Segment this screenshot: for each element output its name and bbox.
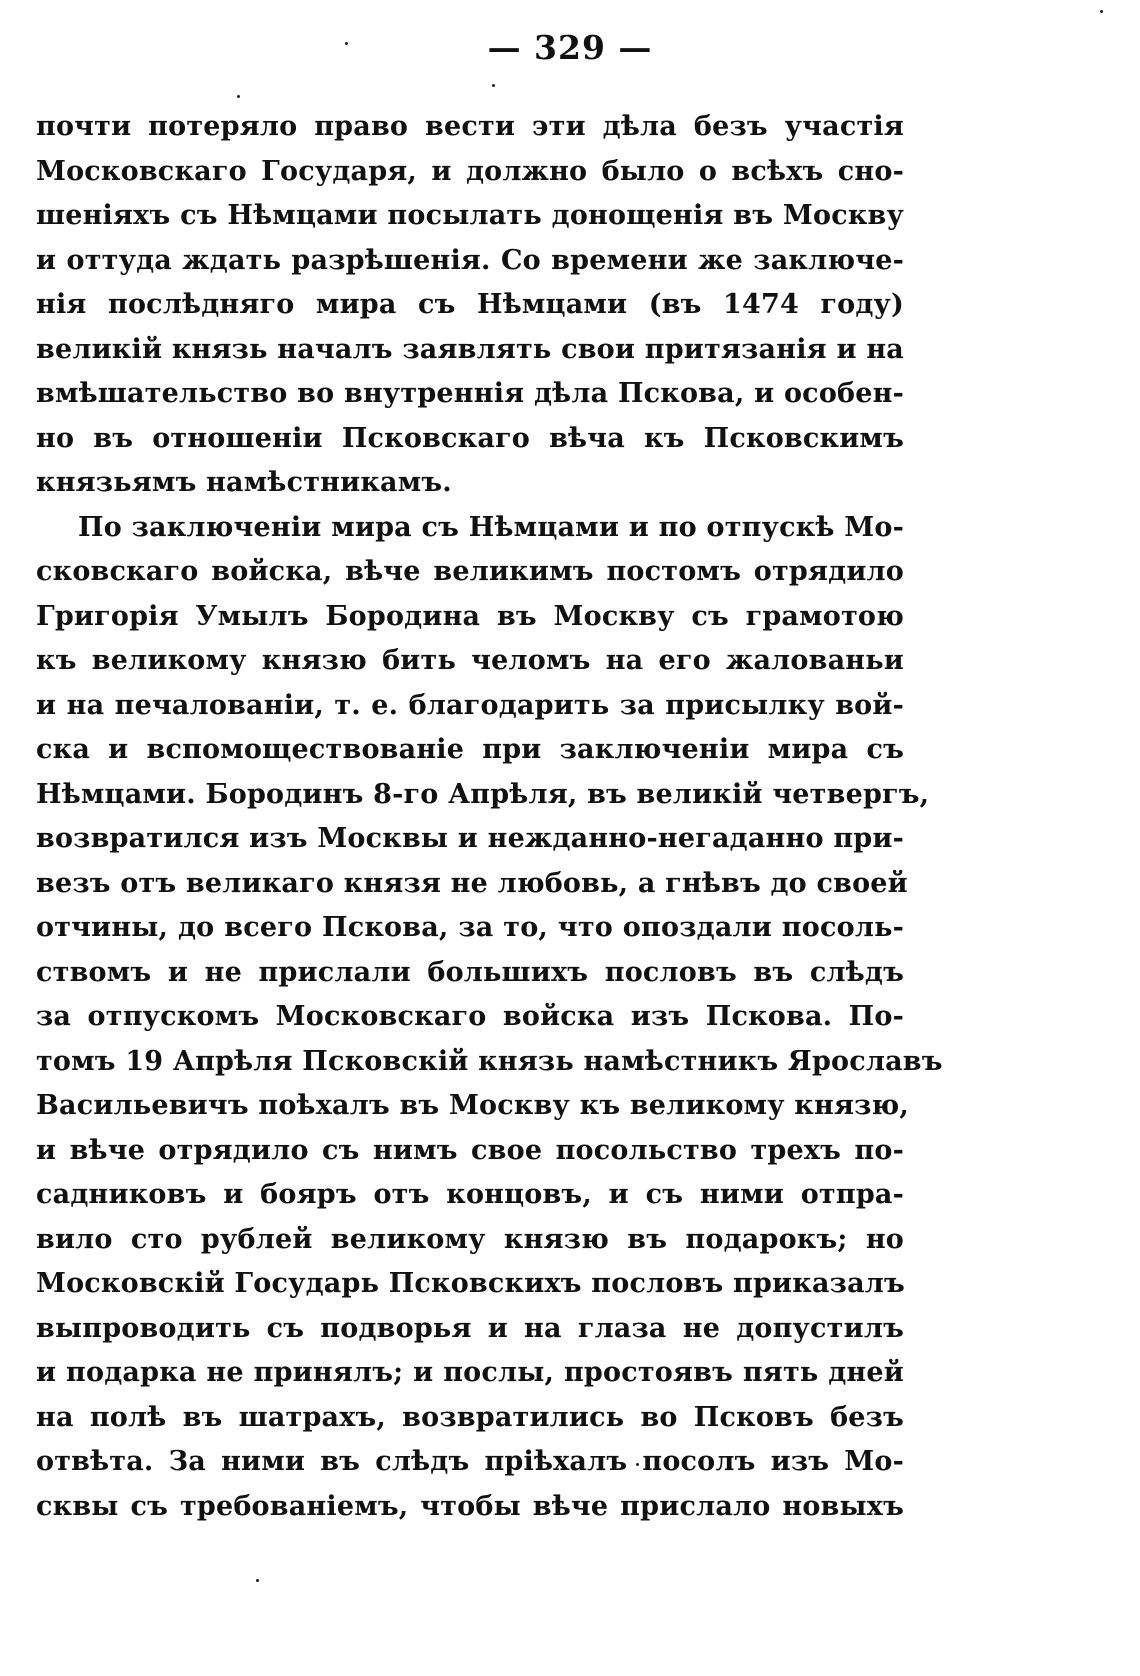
text-line: и вѣче отрядило съ нимъ свое посольство трехъ по-: [36, 1134, 904, 1166]
text-line: Васильевичъ поѣхалъ въ Москву къ великому князю,: [36, 1090, 910, 1121]
text-line: везъ отъ великаго князя не любовь, а гнѣвъ до своей: [36, 867, 908, 899]
text-line: Московскій Государь Псковскихъ пословъ приказалъ: [36, 1268, 905, 1299]
scan-speck: [1100, 10, 1103, 13]
text-line: садниковъ и бояръ отъ концовъ, и съ ними отпра-: [36, 1179, 904, 1210]
scan-speck: [492, 84, 495, 87]
text-line: По заключеніи мира съ Нѣмцами и по отпускѣ Мо-: [78, 511, 904, 543]
text-line: выпроводить съ подворья и на глаза не допустилъ: [36, 1312, 904, 1344]
text-line: почти потеряло право вести эти дѣла безъ участія: [36, 111, 904, 142]
text-line: томъ 19 Апрѣля Псковскій князь намѣстникъ Ярославъ: [36, 1045, 943, 1077]
text-line: и оттуда ждать разрѣшенія. Со времени же заключе-: [36, 244, 904, 276]
text-line: отчины, до всего Пскова, за то, что опоздали посоль-: [36, 912, 904, 943]
text-line: вмѣшательство во внутреннія дѣла Пскова, и особен-: [36, 378, 904, 409]
text-line: ствомъ и не прислали большихъ пословъ въ слѣдъ: [36, 956, 904, 988]
text-line: отвѣта. За ними въ слѣдъ пріѣхалъ посолъ изъ Мо-: [36, 1446, 904, 1477]
paragraph: [36, 506, 943, 1530]
text-line: великій князь началъ заявлять свои притязанія и на: [36, 333, 904, 365]
text-line: Московскаго Государя, и должно было о всѣхъ сно-: [36, 155, 904, 187]
text-line: и на печалованіи, т. е. благодарить за присылку вой-: [36, 689, 904, 721]
scan-speck: [345, 42, 348, 45]
text-line: сковскаго войска, вѣче великимъ постомъ отрядило: [36, 556, 904, 587]
page-number: — 329 —: [487, 28, 653, 67]
text-line: ска и вспомоществованіе при заключеніи мира съ: [36, 734, 904, 765]
scan-speck: [256, 1579, 259, 1582]
text-line: Григорія Умылъ Бородина въ Москву съ грамотою: [36, 600, 904, 632]
text-line: шеніяхъ съ Нѣмцами посылать донощенія въ Москву: [36, 200, 904, 231]
text-line: и подарка не принялъ; и послы, простоявъ пять дней: [36, 1357, 904, 1388]
text-line: но въ отношеніи Псковскаго вѣча къ Псковскимъ: [36, 422, 904, 454]
scan-speck: [237, 95, 240, 98]
text-line: къ великому князю бить челомъ на его жалованьи: [36, 645, 904, 676]
text-line: князьямъ намѣстникамъ.: [36, 467, 452, 498]
body-text: [36, 105, 943, 1529]
text-line: возвратился изъ Москвы и нежданно-негаданно при-: [36, 823, 904, 854]
paragraph: [36, 105, 904, 506]
text-line: вило сто рублей великому князю въ подарокъ; но: [36, 1223, 904, 1255]
text-line: сквы съ требованіемъ, чтобы вѣче прислало новыхъ: [36, 1490, 904, 1522]
text-line: Нѣмцами. Бородинъ 8-го Апрѣля, въ великій четвергъ,: [36, 778, 930, 810]
text-line: на полѣ въ шатрахъ, возвратились во Псковъ безъ: [36, 1401, 904, 1433]
text-line: нія послѣдняго мира съ Нѣмцами (въ 1474 году): [36, 289, 904, 320]
text-line: за отпускомъ Московскаго войска изъ Пскова. По-: [36, 1001, 904, 1032]
